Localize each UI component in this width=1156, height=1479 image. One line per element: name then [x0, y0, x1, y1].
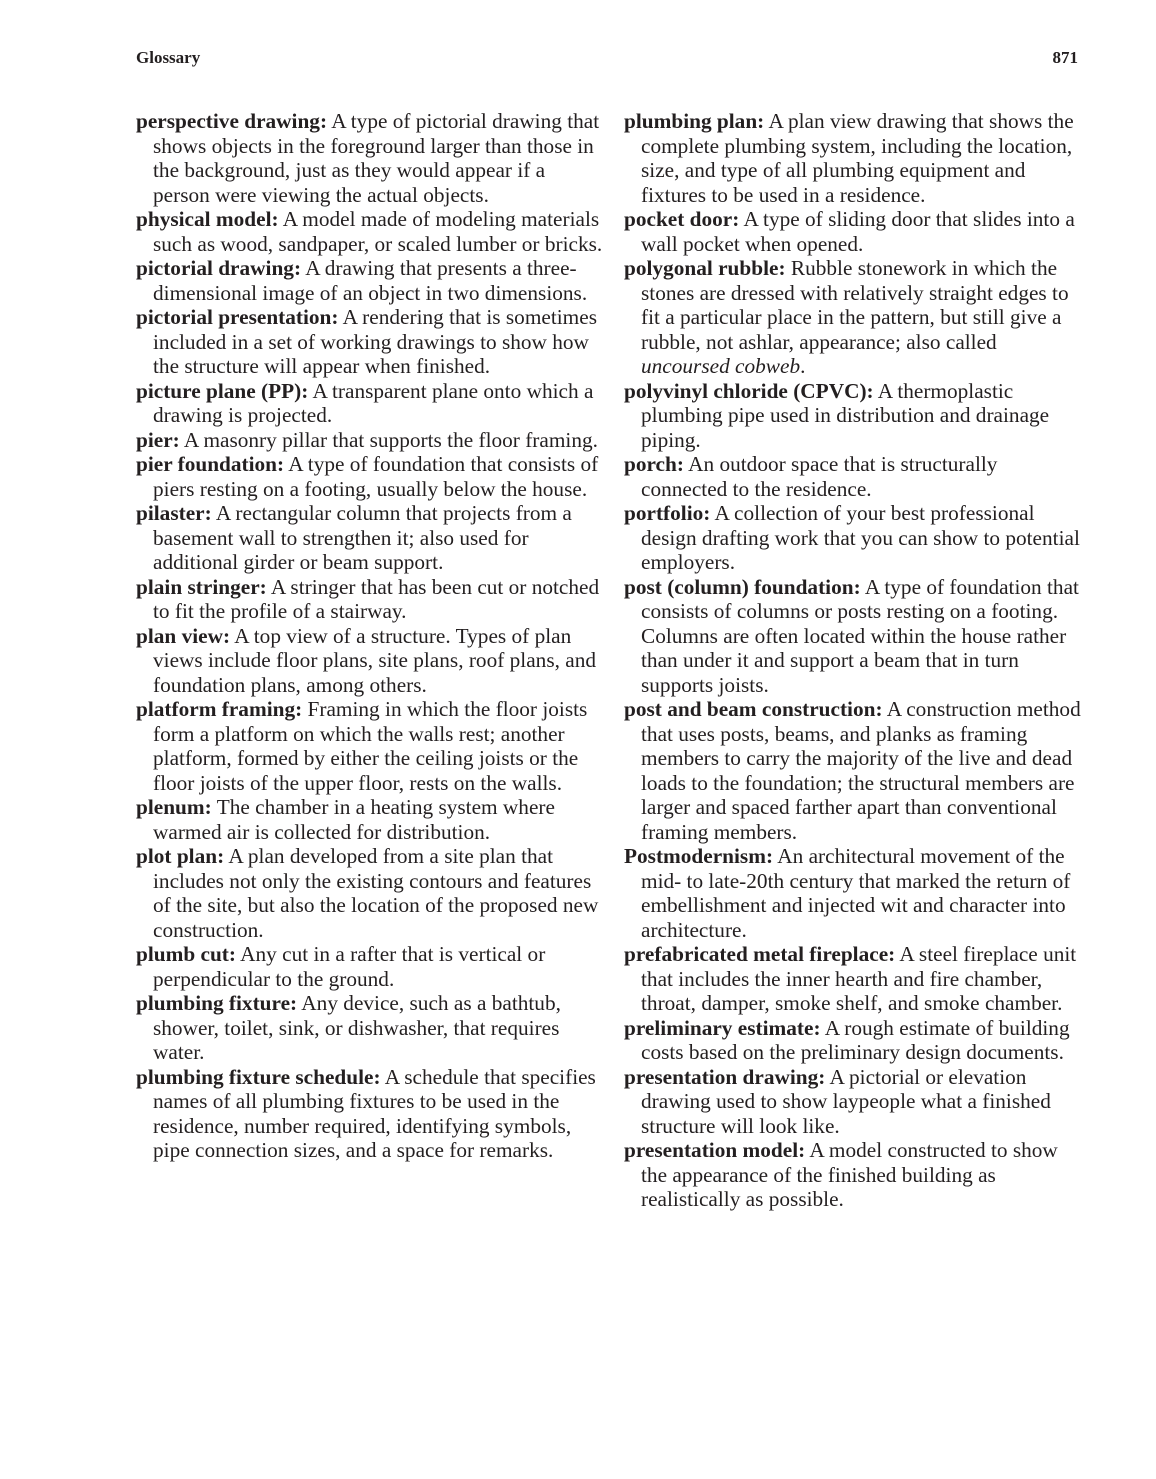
glossary-term: plenum:: [136, 795, 212, 819]
glossary-entry: [624, 844, 1089, 942]
glossary-term: post and beam construction:: [624, 697, 883, 721]
glossary-definition: An outdoor space that is structurally connected to the residence.: [641, 452, 998, 501]
glossary-column-left: [136, 109, 606, 1163]
glossary-term: Postmodernism:: [624, 844, 774, 868]
glossary-entry: [624, 109, 1089, 207]
glossary-definition: Any cut in a rafter that is vertical or perpendicular to the ground.: [153, 942, 546, 991]
glossary-entry: [136, 256, 606, 305]
glossary-term: polygonal rubble:: [624, 256, 786, 280]
glossary-entry: [136, 501, 606, 575]
glossary-definition: A plan view drawing that shows the complete plumbing system, including the location, size, and type of all plumbing equipment and fixtures to be used in a residence.: [641, 109, 1074, 207]
glossary-term: portfolio:: [624, 501, 711, 525]
glossary-entry: [136, 207, 606, 256]
glossary-entry: [136, 1065, 606, 1163]
glossary-definition: Any device, such as a bathtub, shower, toilet, sink, or dishwasher, that requires water.: [153, 991, 561, 1064]
glossary-entry: [136, 942, 606, 991]
glossary-entry: [136, 379, 606, 428]
glossary-definition: A model made of modeling materials such as wood, sandpaper, or scaled lumber or bricks.: [153, 207, 603, 256]
glossary-definition: A type of foundation that consists of columns or posts resting on a footing. Columns are often located within the house rather than under it and support a beam that in turn supports joists.: [641, 574, 1079, 697]
glossary-entry: [624, 256, 1089, 379]
glossary-definition: A construction method that uses posts, beams, and planks as framing members to carry the majority of the live and dead loads to the foundation; the structural members are larger and spaced farther apart than conventional framing members.: [641, 697, 1081, 844]
page-number: 871: [1052, 48, 1078, 67]
glossary-entry: [624, 207, 1089, 256]
glossary-term: pilaster:: [136, 501, 212, 525]
glossary-definition: The chamber in a heating system where warmed air is collected for distribution.: [153, 795, 555, 844]
glossary-definition: A rough estimate of building costs based on the preliminary design documents.: [641, 1015, 1070, 1064]
glossary-entry: [624, 942, 1089, 1016]
glossary-entry: [136, 697, 606, 795]
glossary-entry: [624, 1016, 1089, 1065]
glossary-definition: A steel fireplace unit that includes the inner hearth and fire chamber, throat, damper, smoke shelf, and smoke chamber.: [641, 942, 1077, 1015]
glossary-definition: Framing in which the floor joists form a platform on which the walls rest; another platform, formed by either the ceiling joists or the floor joists of the upper floor, rests on the walls.: [153, 697, 588, 795]
glossary-term: plumbing plan:: [624, 109, 765, 133]
glossary-entry: [624, 1138, 1089, 1212]
glossary-term: plain stringer:: [136, 574, 267, 599]
glossary-term: platform framing:: [136, 697, 303, 721]
glossary-entry: [624, 575, 1089, 698]
glossary-term: presentation model:: [624, 1138, 806, 1162]
glossary-entry: [624, 697, 1089, 844]
glossary-definition: A type of pictorial drawing that shows objects in the foreground larger than those in the background, just as they would appear if a person were viewing the actual objects.: [153, 109, 600, 207]
glossary-entry: [136, 624, 606, 698]
glossary-term: porch:: [624, 452, 684, 476]
glossary-entry: [136, 795, 606, 844]
glossary-term: pictorial presentation:: [136, 305, 339, 329]
glossary-definition: A collection of your best professional design drafting work that you can show to potential employers.: [641, 501, 1080, 574]
glossary-definition: A transparent plane onto which a drawing is projected.: [153, 378, 594, 427]
glossary-entry: [624, 1065, 1089, 1139]
glossary-definition: A type of sliding door that slides into a wall pocket when opened.: [641, 207, 1075, 256]
glossary-definition: A rendering that is sometimes included in a set of working drawings to show how the structure will appear when finished.: [153, 305, 597, 378]
glossary-definition: A pictorial or elevation drawing used to show laypeople what a finished structure will look like.: [641, 1064, 1051, 1138]
glossary-entry: [624, 379, 1089, 453]
punctuation: .: [800, 354, 806, 378]
glossary-term: prefabricated metal fireplace:: [624, 942, 896, 966]
glossary-definition: A top view of a structure. Types of plan views include floor plans, site plans, roof plans, and foundation plans, among others.: [153, 623, 597, 697]
glossary-term: pictorial drawing:: [136, 256, 302, 280]
glossary-entry: [136, 844, 606, 942]
glossary-definition: A thermoplastic plumbing pipe used in distribution and drainage piping.: [641, 378, 1050, 452]
glossary-definition: A schedule that specifies names of all plumbing fixtures to be used in the residence, number required, identifying symbols, pipe connection sizes, and a space for remarks.: [153, 1064, 596, 1162]
glossary-term: pocket door:: [624, 207, 740, 231]
glossary-column-right: [624, 109, 1089, 1212]
glossary-alt-term: uncoursed cobweb: [641, 354, 801, 378]
glossary-term: post (column) foundation:: [624, 574, 861, 599]
glossary-term: picture plane (PP):: [136, 378, 309, 403]
glossary-term: preliminary estimate:: [624, 1015, 821, 1040]
glossary-definition: Rubble stonework in which the stones are dressed with relatively straight edges to fit a particular place in the pattern, but still give a rubble, not ashlar, appearance; also called: [641, 256, 1069, 354]
glossary-term: pier:: [136, 427, 180, 452]
glossary-term: pier foundation:: [136, 452, 285, 476]
glossary-entry: [624, 501, 1089, 575]
glossary-definition: A drawing that presents a three-dimensional image of an object in two dimensions.: [153, 256, 588, 305]
glossary-term: plot plan:: [136, 844, 225, 868]
glossary-definition: A masonry pillar that supports the floor framing.: [183, 427, 598, 452]
page-header: [136, 48, 1078, 68]
glossary-term: polyvinyl chloride (CPVC):: [624, 378, 874, 403]
glossary-definition: An architectural movement of the mid- to late-20th century that marked the return of embellishment and injected wit and character into architecture.: [641, 844, 1071, 942]
glossary-entry: [136, 109, 606, 207]
glossary-definition: A type of foundation that consists of piers resting on a footing, usually below the house.: [153, 452, 599, 501]
glossary-entry: [624, 452, 1089, 501]
glossary-definition: A rectangular column that projects from a basement wall to strengthen it; also used for additional girder or beam support.: [153, 501, 572, 574]
glossary-entry: [136, 305, 606, 379]
glossary-term: plumbing fixture:: [136, 991, 298, 1015]
glossary-entry: [136, 991, 606, 1065]
glossary-term: perspective drawing:: [136, 109, 328, 133]
glossary-entry: [136, 428, 606, 453]
glossary-definition: A plan developed from a site plan that includes not only the existing contours and features of the site, but also the location of the proposed new construction.: [153, 844, 599, 942]
glossary-definition: A model constructed to show the appearance of the finished building as realistically as possible.: [641, 1138, 1058, 1211]
glossary-term: plumbing fixture schedule:: [136, 1064, 381, 1089]
glossary-term: plan view:: [136, 623, 231, 648]
glossary-term: plumb cut:: [136, 942, 236, 966]
section-title: Glossary: [136, 48, 201, 67]
glossary-definition: A stringer that has been cut or notched to fit the profile of a stairway.: [153, 574, 600, 623]
glossary-term: presentation drawing:: [624, 1064, 826, 1089]
glossary-term: physical model:: [136, 207, 279, 231]
glossary-entry: [136, 452, 606, 501]
glossary-entry: [136, 575, 606, 624]
